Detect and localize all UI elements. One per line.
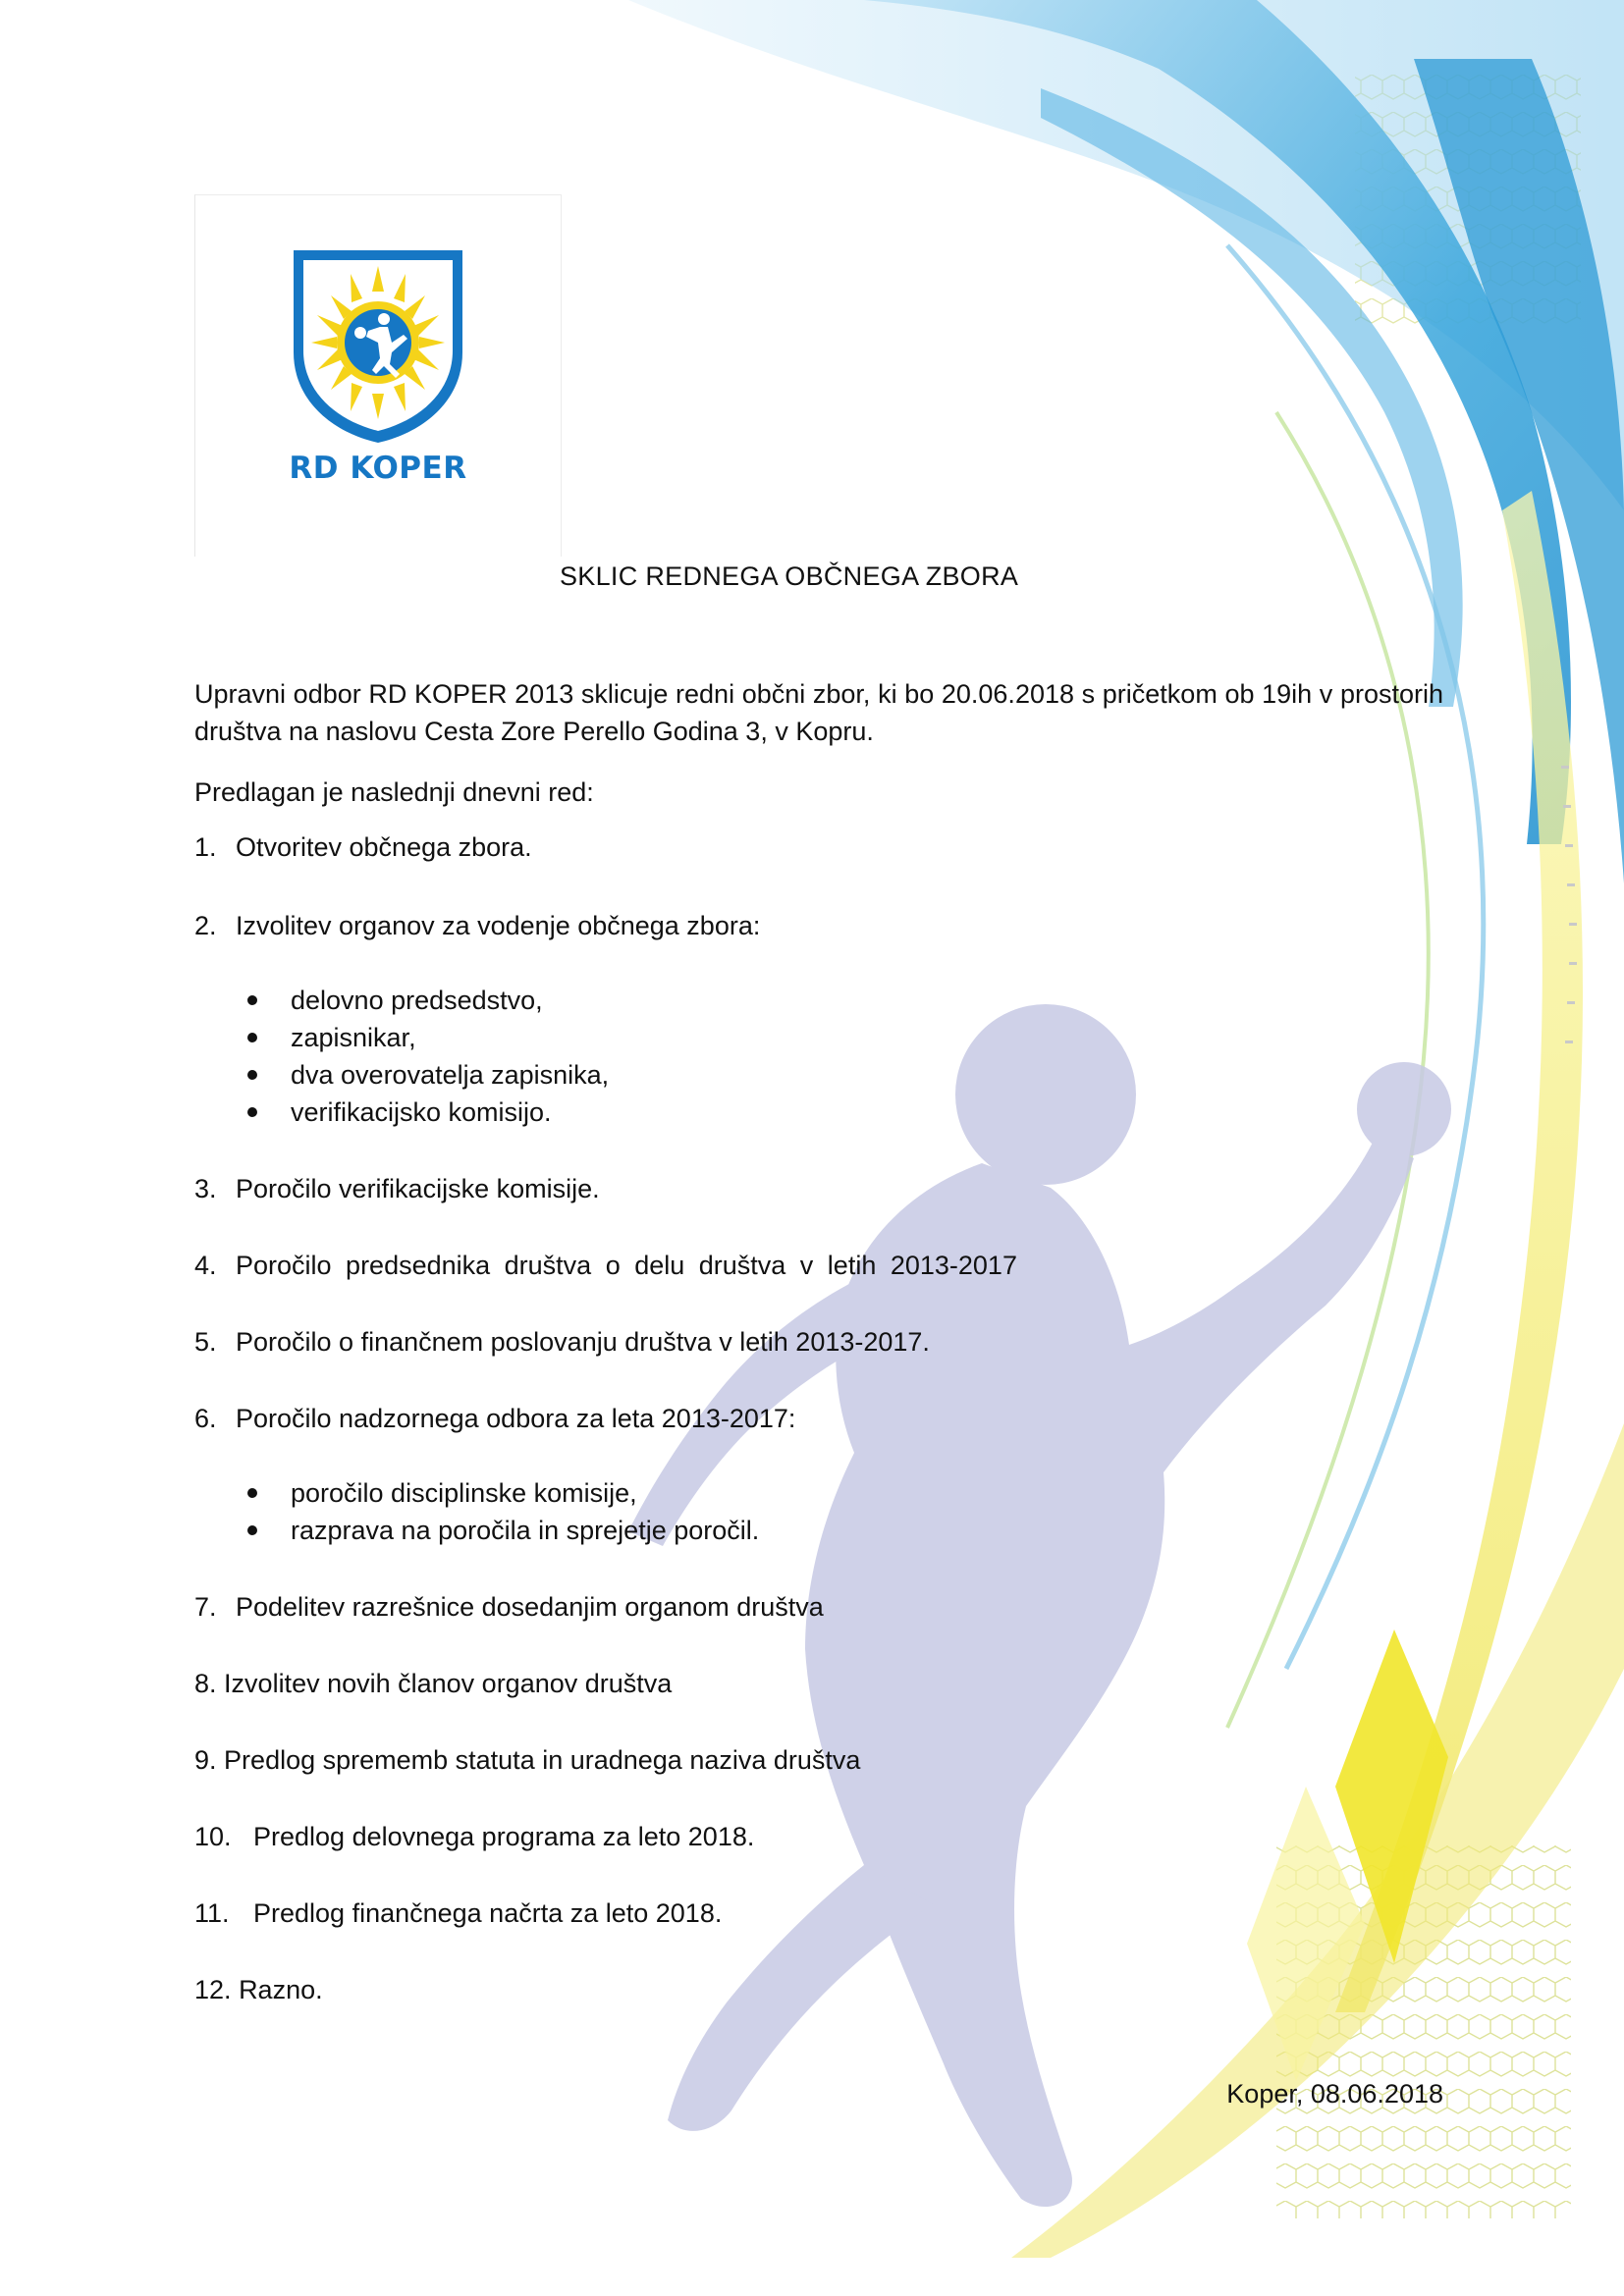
bullet-icon <box>247 995 257 1005</box>
club-logo <box>194 194 562 557</box>
agenda-item <box>194 1745 860 1776</box>
bullet-icon <box>247 1070 257 1080</box>
agenda-item <box>194 911 760 941</box>
agenda-item-text: Poročilo verifikacijske komisije. <box>236 1174 600 1203</box>
agenda-subitem-text: poročilo disciplinske komisije, <box>291 1478 637 1508</box>
agenda-item-number: 3. <box>194 1174 217 1203</box>
agenda-item-number: 12. <box>194 1975 232 2004</box>
bullet-icon <box>247 1525 257 1535</box>
agenda-item <box>194 1592 824 1623</box>
agenda-item-text: Izvolitev organov za vodenje občnega zbora: <box>236 911 761 940</box>
agenda-subitem <box>247 986 543 1016</box>
agenda-item-text: Predlog finančnega načrta za leto 2018. <box>253 1898 723 1928</box>
agenda-item-number: 6. <box>194 1404 217 1433</box>
agenda-item <box>194 832 532 863</box>
agenda-item <box>194 1327 930 1358</box>
agenda-item <box>194 1251 1017 1281</box>
agenda-item-number: 11. <box>194 1898 230 1928</box>
agenda-item-number: 5. <box>194 1327 217 1357</box>
agenda-item-text: Izvolitev novih članov organov društva <box>224 1669 673 1698</box>
agenda-item-text: Poročilo o finančnem poslovanju društva v letih 2013-2017. <box>236 1327 930 1357</box>
shield-logo-icon <box>290 244 466 446</box>
agenda-item-number: 9. <box>194 1745 217 1775</box>
agenda-item-number: 1. <box>194 832 217 862</box>
agenda-subitem-text: delovno predsedstvo, <box>291 986 543 1015</box>
agenda-subitem <box>247 1097 552 1128</box>
agenda-subitem-text: razprava na poročila in sprejetje poročil. <box>291 1516 760 1545</box>
agenda-item-number: 2. <box>194 911 217 940</box>
agenda-item-number: 7. <box>194 1592 217 1622</box>
agenda-item-text: Poročilo predsednika društva o delu društva v letih 2013-2017 <box>236 1251 1017 1280</box>
agenda-subitem-text: dva overovatelja zapisnika, <box>291 1060 610 1090</box>
page-title: SKLIC REDNEGA OBČNEGA ZBORA <box>560 561 1019 591</box>
agenda-subitem-text: zapisnikar, <box>291 1023 416 1052</box>
agenda-item-text: Poročilo nadzornega odbora za leta 2013-2017: <box>236 1404 796 1433</box>
agenda-intro: Predlagan je naslednji dnevni red: <box>194 777 594 807</box>
intro-paragraph: Upravni odbor RD KOPER 2013 sklicuje redni občni zbor, ki bo 20.06.2018 s pričetkom ob 19ih v prostorih društva na naslovu Cesta Zore Perello Godina 3, v Kopru. <box>194 679 1443 746</box>
agenda-subitem <box>247 1060 609 1091</box>
agenda-item-text: Otvoritev občnega zbora. <box>236 832 532 862</box>
agenda-subitem <box>247 1478 637 1509</box>
agenda-item-text: Predlog delovnega programa za leto 2018. <box>253 1822 755 1851</box>
agenda-item-number: 8. <box>194 1669 217 1698</box>
agenda-subitem-text: verifikacijsko komisijo. <box>291 1097 552 1127</box>
agenda-item <box>194 1975 323 2005</box>
place-date: Koper, 08.06.2018 <box>1226 2079 1443 2109</box>
agenda-item-text: Predlog sprememb statuta in uradnega naziva društva <box>224 1745 861 1775</box>
agenda-subitem <box>247 1023 416 1053</box>
bullet-icon <box>247 1107 257 1117</box>
bullet-icon <box>247 1488 257 1498</box>
agenda-item-number: 10. <box>194 1822 232 1851</box>
agenda-subitem <box>247 1516 759 1546</box>
agenda-item <box>194 1669 672 1699</box>
agenda-item-number: 4. <box>194 1251 217 1280</box>
bullet-icon <box>247 1033 257 1042</box>
agenda-item <box>194 1404 795 1434</box>
club-name-logo-text: RD KOPER <box>289 451 467 486</box>
agenda-item <box>194 1174 600 1204</box>
agenda-item <box>194 1822 754 1852</box>
agenda-item-text: Razno. <box>239 1975 323 2004</box>
agenda-item <box>194 1898 722 1929</box>
agenda-item-text: Podelitev razrešnice dosedanjim organom društva <box>236 1592 824 1622</box>
